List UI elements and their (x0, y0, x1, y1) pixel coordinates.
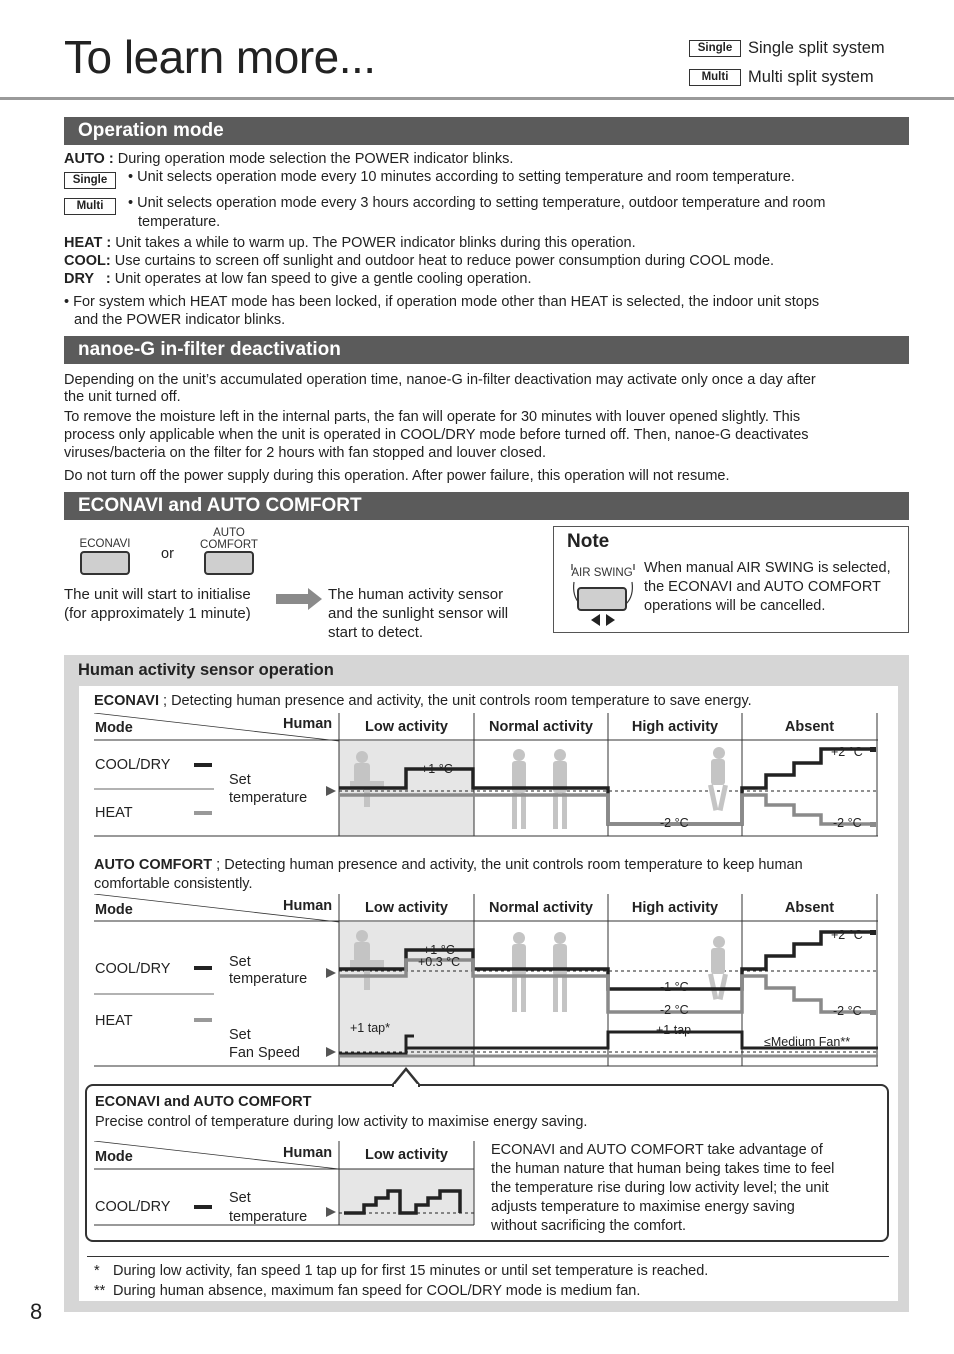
heat-line (64, 234, 636, 252)
callout-text-5: without sacrificing the comfort. (491, 1218, 687, 1234)
auto-label: AUTO : (64, 151, 114, 167)
cool-text: Use curtains to screen off sunlight and outdoor heat to reduce power consumption during COOL mode. (114, 253, 775, 269)
t2-plus2: +2 °C (831, 928, 863, 942)
t2-tap2: +1 tap (656, 1023, 692, 1037)
t2-settemp-1: Set (229, 954, 251, 970)
t1-mode: Mode (95, 720, 133, 736)
t1-minus2a: -2 °C (660, 816, 689, 830)
nanoe-p1-1: Depending on the unit’s accumulated operation time, nanoe-G in-filter deactivation may activate only once a day after (64, 372, 816, 388)
t2-col-absent: Absent (784, 900, 835, 916)
callout-set-2: temperature (229, 1209, 308, 1225)
t1-col-absent: Absent (784, 719, 835, 735)
cool-label: COOL: (64, 253, 111, 269)
single-tag: Single (689, 40, 741, 57)
multi-tag-inline: Multi (64, 198, 116, 215)
dry-label: DRY : (64, 271, 111, 287)
callout-title: ECONAVI and AUTO COMFORT (95, 1094, 312, 1110)
single-tag-inline: Single (64, 172, 116, 189)
header-rule (0, 97, 954, 100)
auto-comfort-button[interactable] (204, 551, 254, 575)
footnote-1-mark: * (94, 1263, 100, 1279)
autocomfort-desc-2: comfortable consistently. (94, 876, 253, 892)
t1-plus2: +2 °C (831, 745, 863, 759)
econavi-button-label: ECONAVI (79, 538, 131, 550)
auto-comfort-button-label-1: AUTO (213, 527, 245, 539)
t1-col-low: Low activity (365, 719, 448, 735)
or-text: or (161, 546, 174, 562)
arrow-right-icon (276, 588, 324, 610)
footnote-rule (87, 1256, 889, 1257)
callout-text-4: adjusts temperature to maximise energy saving (491, 1199, 795, 1215)
footnote-2: During human absence, maximum fan speed for COOL/DRY mode is medium fan. (113, 1283, 641, 1299)
auto-comfort-button-label-2: COMFORT (200, 539, 258, 551)
callout-text (491, 1141, 834, 1236)
cool-line (64, 252, 774, 270)
note-title: Note (567, 531, 610, 552)
init-step-2: (for approximately 1 minute) (64, 605, 251, 622)
t2-medfan: ≤Medium Fan** (764, 1035, 851, 1049)
nanoe-p2-3: viruses/bacteria on the filter for 2 hours with fan stopped and louver closed. (64, 445, 546, 461)
auto-text: During operation mode selection the POWER indicator blinks. (117, 151, 514, 167)
t2-setfan-2: Fan Speed (229, 1045, 300, 1061)
detect-step (328, 585, 508, 642)
econavi-button[interactable] (80, 551, 130, 575)
t1-minus2b: -2 °C (833, 816, 862, 830)
econavi-desc-text: ; Detecting human presence and activity, the unit controls room temperature to save energy. (159, 693, 752, 709)
t2-minus1: -1 °C (660, 980, 689, 994)
footnote-2-mark: ** (94, 1283, 106, 1299)
callout-col-low: Low activity (365, 1147, 448, 1163)
init-step (64, 585, 251, 623)
nanoe-p1-2: the unit turned off. (64, 389, 181, 405)
t2-tap1: +1 tap* (350, 1021, 390, 1035)
t2-cooldry: COOL/DRY (95, 961, 171, 977)
t2-mode: Mode (95, 902, 133, 918)
swing-arrows-icon (591, 614, 615, 626)
t1-cooldry: COOL/DRY (95, 757, 171, 773)
t1-settemp-2: temperature (229, 790, 308, 806)
heat-lock-bullet-2: and the POWER indicator blinks. (74, 312, 286, 328)
page-title: To learn more... (64, 31, 376, 83)
callout-human: Human (283, 1145, 333, 1161)
sensor-heading: Human activity sensor operation (78, 661, 334, 679)
init-step-1: The unit will start to initialise (64, 586, 251, 603)
nanoe-p2-2: process only applicable when the unit is operated in COOL/DRY mode before turned off. Then, nanoe-G deactivates (64, 427, 809, 443)
t1-settemp-1: Set (229, 772, 251, 788)
heat-lock-bullet-1: • For system which HEAT mode has been locked, if operation mode other than HEAT is selected, the indoor unit stops (64, 294, 820, 310)
note-text (644, 559, 891, 616)
page-number: 8 (30, 1299, 43, 1324)
t2-minus2a: -2 °C (660, 1003, 689, 1017)
t2-minus2b: -2 °C (833, 1004, 862, 1018)
dry-line (64, 270, 532, 288)
t1-human: Human (283, 716, 333, 732)
autocomfort-desc-label: AUTO COMFORT (94, 857, 213, 873)
callout-text-2: the human nature that human being takes time to feel (491, 1161, 835, 1177)
heat-text: Unit takes a while to warm up. The POWER indicator blinks during this operation. (115, 235, 636, 251)
t2-plus1: +1 °C (423, 943, 455, 957)
autocomfort-desc-1 (94, 856, 803, 874)
note-text-1: When manual AIR SWING is selected, (644, 560, 891, 576)
econavi-desc-label: ECONAVI (94, 693, 159, 709)
heat-label: HEAT : (64, 235, 112, 251)
t1-plus1: +1 °C (421, 762, 453, 776)
callout-pointer (392, 1067, 420, 1087)
autocomfort-chart (94, 894, 878, 1068)
detect-step-1: The human activity sensor (328, 586, 504, 603)
econavi-desc (94, 692, 752, 710)
t2-settemp-2: temperature (229, 971, 308, 987)
multi-text-1: • Unit selects operation mode every 3 hours according to setting temperature, outdoor temperature and room (128, 195, 826, 211)
nanoe-heading: nanoe-G in-filter deactivation (64, 336, 909, 364)
legend-multi-label: Multi split system (748, 68, 874, 86)
econavi-heading: ECONAVI and AUTO COMFORT (64, 492, 909, 520)
t1-col-high: High activity (631, 719, 719, 735)
dry-text: Unit operates at low fan speed to give a gentle cooling operation. (114, 271, 532, 287)
callout-text-3: the temperature rise during low activity level; the unit (491, 1180, 829, 1196)
legend-multi (689, 68, 874, 87)
air-swing-button[interactable] (577, 587, 627, 611)
t1-heat: HEAT (95, 805, 133, 821)
callout-cooldry: COOL/DRY (95, 1199, 171, 1215)
air-swing-label: AIR SWING (571, 567, 633, 579)
multi-tag: Multi (689, 69, 741, 86)
note-text-3: operations will be cancelled. (644, 598, 826, 614)
t2-plus03: +0.3 °C (418, 955, 461, 969)
t2-col-high: High activity (631, 900, 719, 916)
auto-line (64, 150, 513, 168)
single-text: • Unit selects operation mode every 10 minutes according to setting temperature and room temperature. (128, 169, 795, 185)
t2-col-low: Low activity (365, 900, 448, 916)
nanoe-p2-1: To remove the moisture left in the internal parts, the fan will operate for 30 minutes with louver opened slightly. This (64, 409, 801, 425)
t2-human: Human (283, 898, 333, 914)
legend-single (689, 39, 885, 58)
callout-set-1: Set (229, 1190, 251, 1206)
t2-setfan-1: Set (229, 1027, 251, 1043)
multi-text-2: temperature. (138, 214, 221, 230)
detect-step-3: start to detect. (328, 624, 424, 641)
detect-step-2: and the sunlight sensor will (328, 605, 509, 622)
t2-col-normal: Normal activity (489, 900, 593, 916)
operation-mode-heading: Operation mode (64, 117, 909, 145)
autocomfort-desc-text: ; Detecting human presence and activity, the unit controls room temperature to keep human (212, 857, 803, 873)
callout-text-1: ECONAVI and AUTO COMFORT take advantage of (491, 1142, 823, 1158)
callout-mode: Mode (95, 1149, 133, 1165)
footnote-1: During low activity, fan speed 1 tap up for first 15 minutes or until set temperature is reached. (113, 1263, 709, 1279)
t1-col-normal: Normal activity (489, 719, 593, 735)
legend-single-label: Single split system (748, 39, 885, 57)
nanoe-p3: Do not turn off the power supply during this operation. After power failure, this operation will not resume. (64, 468, 730, 484)
t2-heat: HEAT (95, 1013, 133, 1029)
note-text-2: the ECONAVI and AUTO COMFORT (644, 579, 881, 595)
callout-desc: Precise control of temperature during low activity to maximise energy saving. (95, 1114, 588, 1130)
